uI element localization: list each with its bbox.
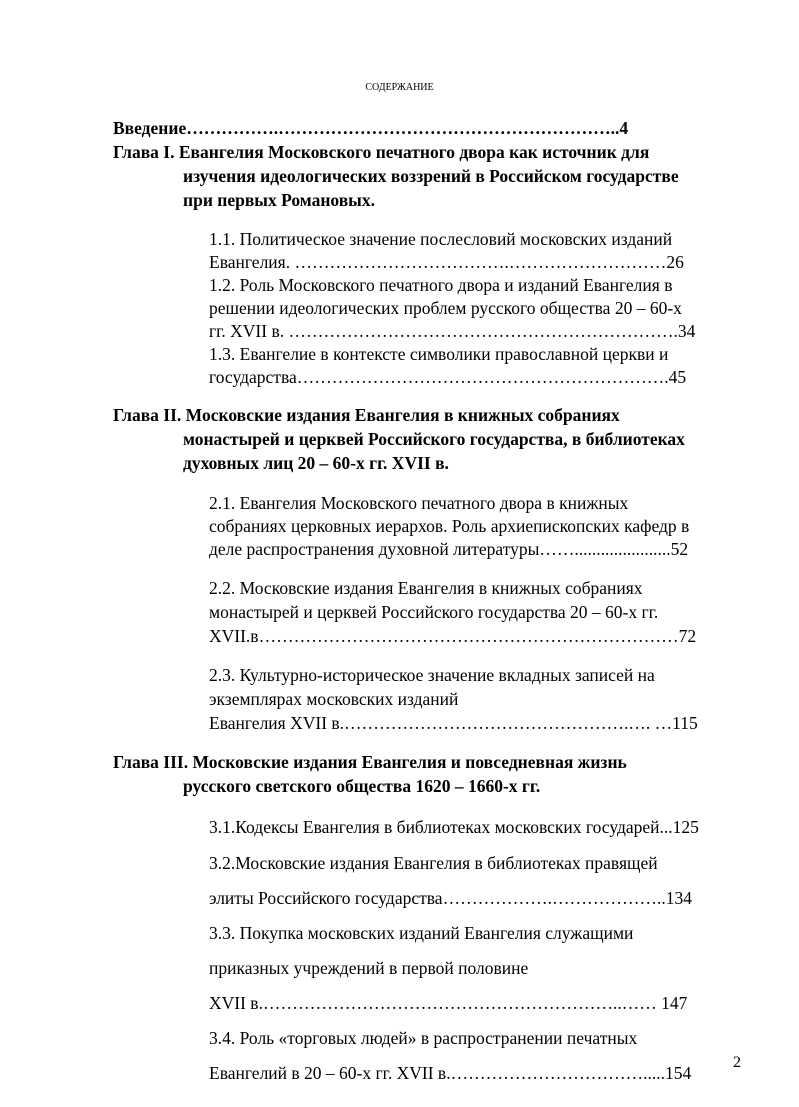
chapter-2-heading-line-3: духовных лиц 20 – 60-х гг. XVII в.: [183, 453, 449, 473]
chapter-1-heading-line-2: изучения идеологических воззрений в Российском государстве: [183, 166, 679, 186]
toc-entry-1-3-line-1: 1.3. Евангелие в контексте символики православной церкви и: [209, 344, 669, 364]
toc-entry-2-2-line-1: 2.2. Московские издания Евангелия в книжных собраниях: [209, 578, 643, 598]
toc-entry-2-2-line-3: XVII.в………………………………………………………………72: [209, 626, 697, 646]
toc-entry-2-3-line-2: экземплярах московских изданий: [209, 689, 459, 709]
toc-entry-3-4-line-2: Евангелий в 20 – 60-х гг. XVII в.…………………………….....154: [209, 1063, 692, 1083]
toc-entry-3-3-line-3: XVII в.……………………………………………………..…… 147: [209, 993, 688, 1013]
toc-entry-2-3-line-3: Евангелия XVII в.………………………………………….…. …115: [209, 713, 698, 733]
chapter-1-heading-line-1: Глава I. Евангелия Московского печатного двора как источник для: [113, 142, 650, 162]
toc-entry-1-2-line-1: 1.2. Роль Московского печатного двора и изданий Евангелия в: [209, 275, 673, 295]
toc-entry-3-2-line-1: 3.2.Московские издания Евангелия в библиотеках правящей: [209, 853, 658, 873]
page-number: 2: [733, 1054, 741, 1071]
toc-entry-3-3-line-1: 3.3. Покупка московских изданий Евангелия служащими: [209, 923, 634, 943]
toc-entry-1-2-line-3: гг. XVII в. ………………………………………………………….34: [209, 321, 696, 341]
page-title: СОДЕРЖАНИЕ: [365, 82, 434, 93]
toc-entry-1-1-line-1: 1.1. Политическое значение послесловий московских изданий: [209, 229, 673, 249]
chapter-2-heading-line-1: Глава II. Московские издания Евангелия в книжных собраниях: [113, 405, 620, 425]
toc-entry-3-4-line-1: 3.4. Роль «торговых людей» в распространении печатных: [209, 1028, 638, 1048]
toc-entry-2-1-line-2: собраниях церковных иерархов. Роль архиепископских кафедр в: [209, 516, 690, 536]
chapter-3-heading-line-2: русского светского общества 1620 – 1660-х гг.: [183, 776, 541, 796]
toc-entry-2-2-line-2: монастырей и церквей Российского государства 20 – 60-х гг.: [209, 602, 659, 622]
toc-entry-3-2-line-2: элиты Российского государства……………….………………..134: [209, 888, 692, 908]
toc-entry-1-1-line-2: Евангелия. ……………………………….………………………26: [209, 252, 684, 272]
chapter-3-heading-line-1: Глава III. Московские издания Евангелия и повседневная жизнь: [113, 752, 627, 772]
toc-entry-3-3-line-2: приказных учреждений в первой половине: [209, 958, 529, 978]
toc-entry-intro: Введение…………….…………………………………………………..4: [113, 118, 629, 138]
toc-entry-2-1-line-3: деле распространения духовной литературы……......................52: [209, 539, 689, 559]
chapter-1-heading-line-3: при первых Романовых.: [183, 190, 375, 210]
toc-entry-2-3-line-1: 2.3. Культурно-историческое значение вкладных записей на: [209, 665, 655, 685]
toc-entry-1-3-line-2: государства……………………………………………………….45: [209, 367, 687, 387]
toc-entry-3-1-line-1: 3.1.Кодексы Евангелия в библиотеках московских государей...125: [209, 817, 699, 837]
toc-entry-2-1-line-1: 2.1. Евангелия Московского печатного двора в книжных: [209, 493, 629, 513]
chapter-2-heading-line-2: монастырей и церквей Российского государства, в библиотеках: [183, 429, 685, 449]
toc-entry-1-2-line-2: решении идеологических проблем русского общества 20 – 60-х: [209, 298, 682, 318]
